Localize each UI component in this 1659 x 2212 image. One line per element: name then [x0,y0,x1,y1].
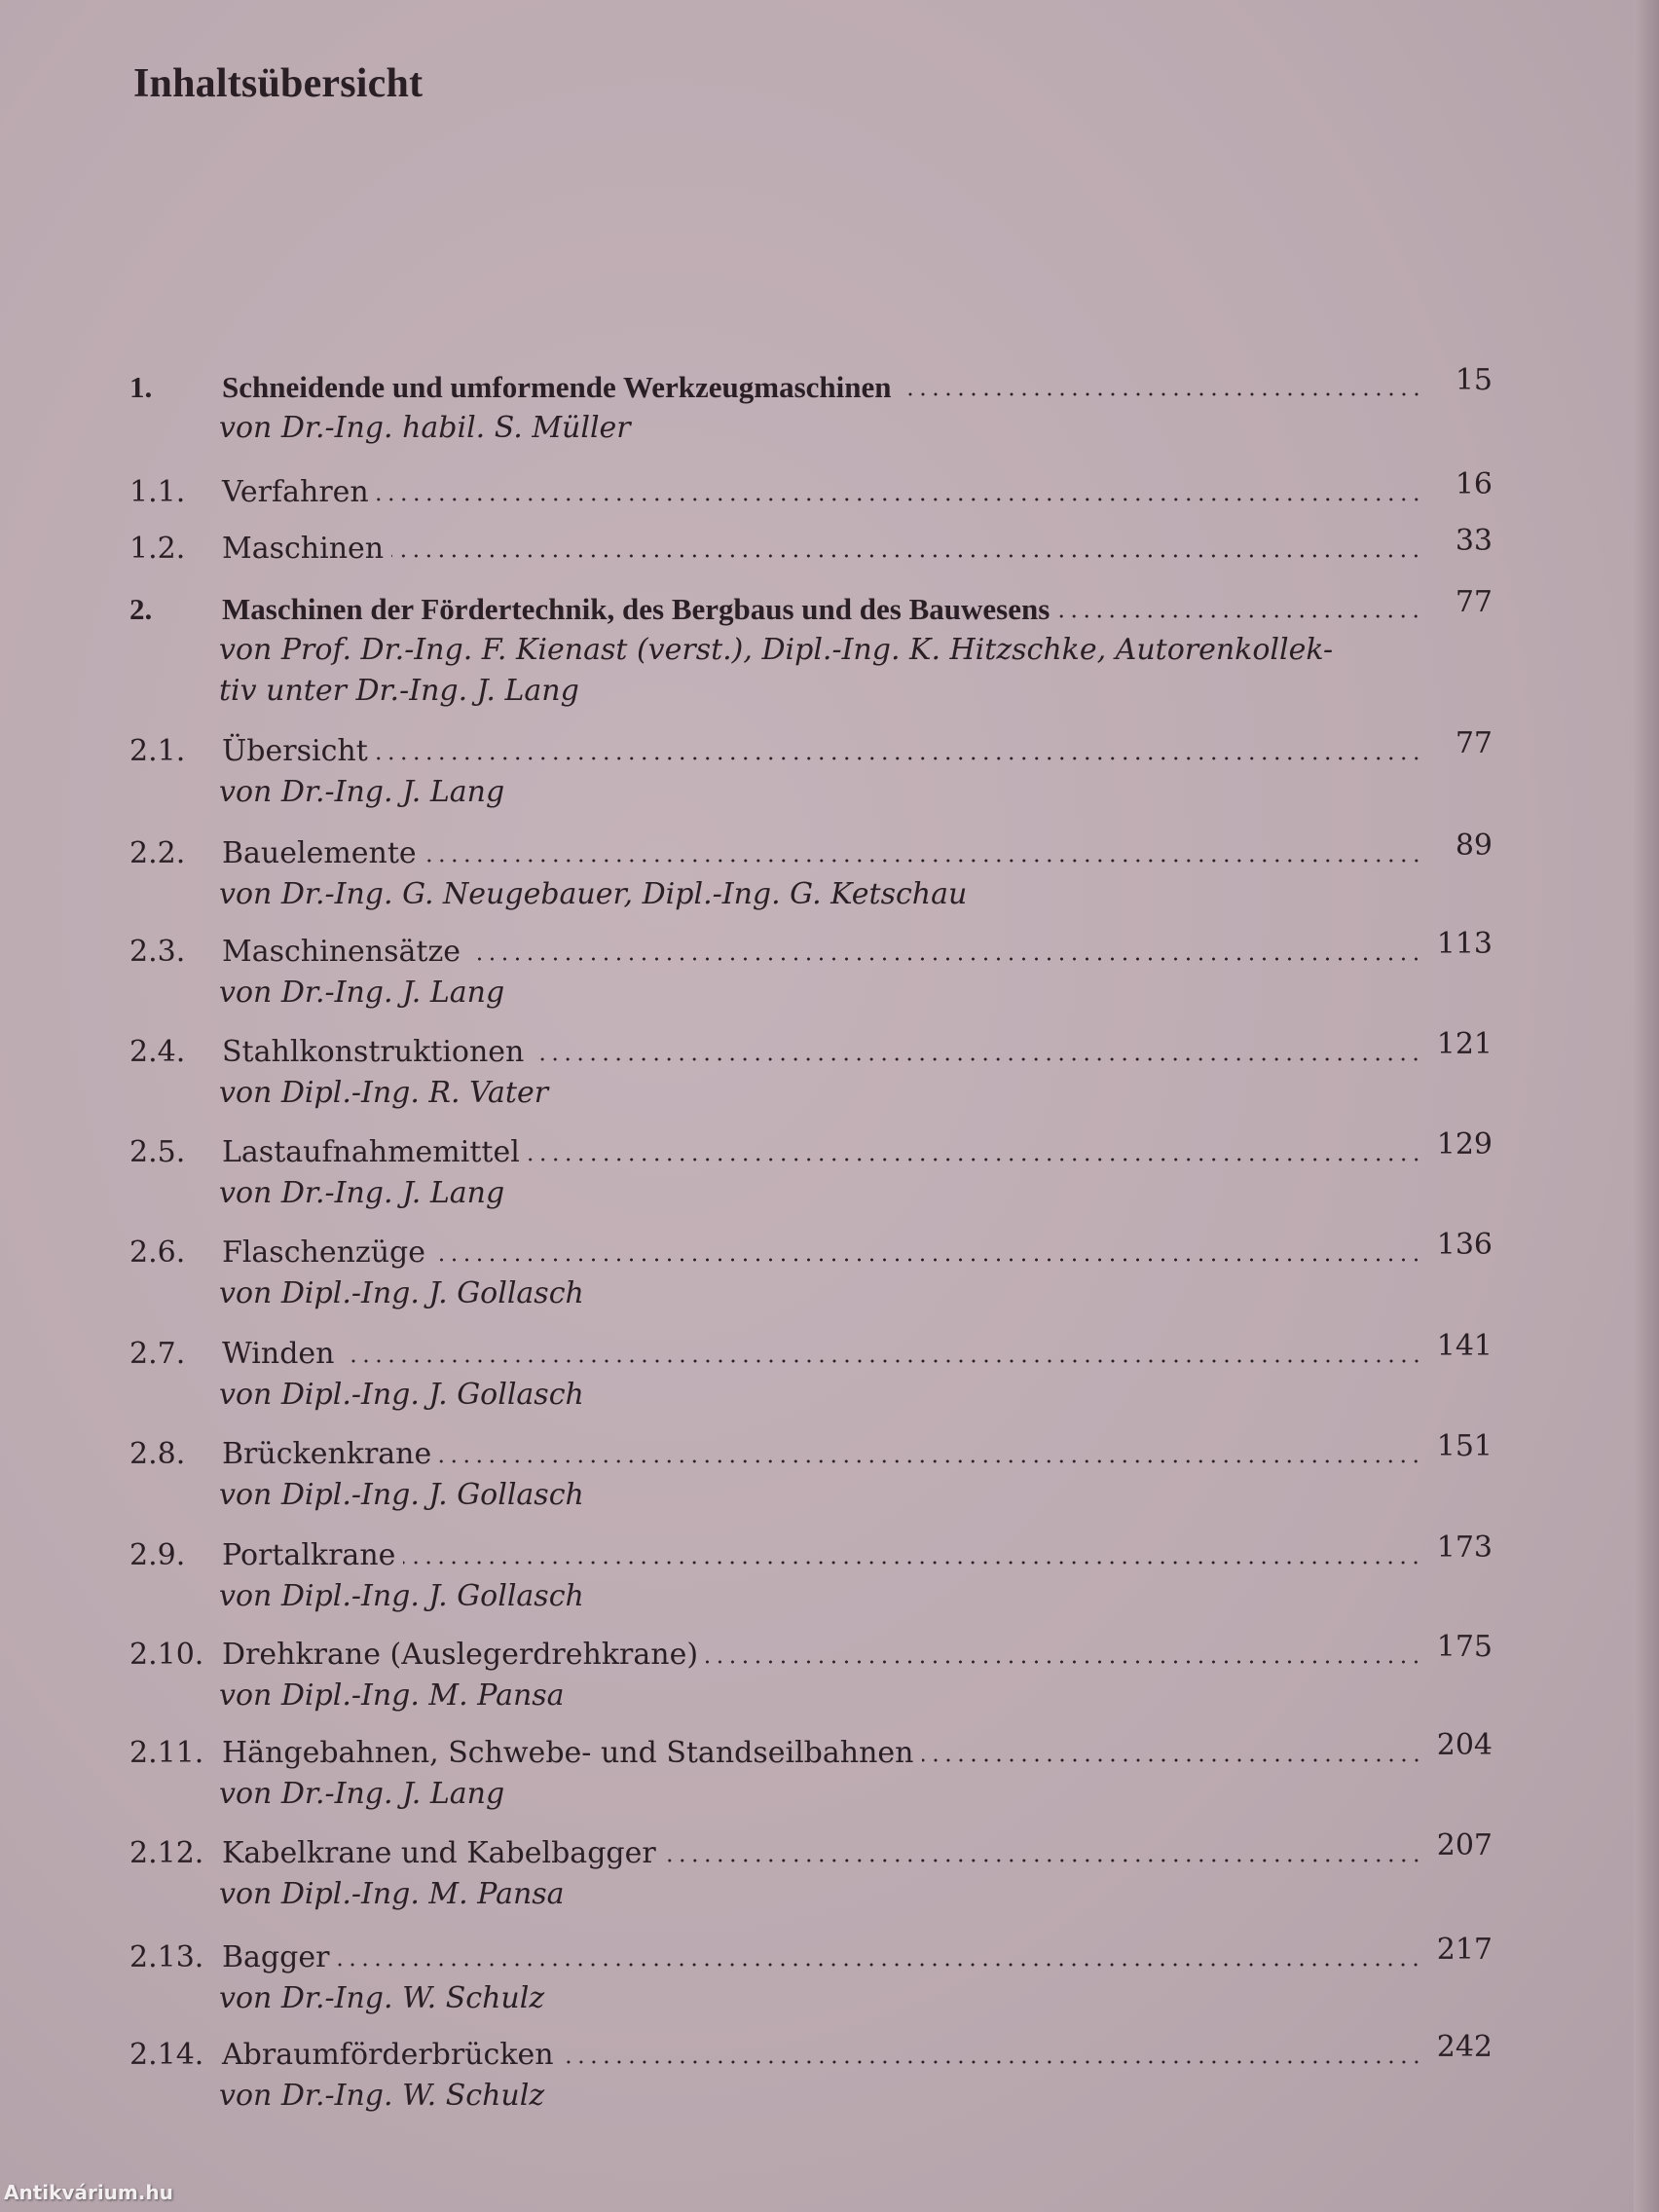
page-edge [1634,0,1659,2212]
section-title: Verfahren [222,475,369,509]
section-authors: von Dipl.-Ing. J. Gollasch [219,1579,584,1613]
dot-leader [532,1057,1422,1061]
toc-entry-line [129,1027,1493,1073]
page-title: Inhaltsübersicht [133,61,424,106]
section-title: Maschinen der Fördertechnik, des Bergbaus und des Bauwesens [222,592,1051,626]
toc-entry-line [129,1933,1493,1978]
page-number: 173 [1436,1530,1493,1565]
dot-leader [528,1158,1422,1161]
section-authors: von Prof. Dr.-Ing. F. Kienast (verst.), Dipl.-Ing. K. Hitzschke, Autorenkollek- [219,633,1334,667]
section-number: 1.2. [129,532,186,566]
toc-entry-line [129,1429,1493,1475]
section-number: 2.1. [129,734,186,768]
section-authors: von Dr.-Ing. J. Lang [219,775,505,809]
section-title: Flaschenzüge [222,1235,425,1270]
section-number: 2.9. [129,1538,186,1572]
page-number: 136 [1436,1228,1493,1262]
toc-entry-line [129,1630,1493,1676]
section-number: 2.11. [129,1736,204,1770]
dot-leader [424,859,1422,863]
section-authors: von Dr.-Ing. W. Schulz [219,2079,545,2113]
section-title: Übersicht [222,734,368,768]
page-number: 141 [1436,1329,1493,1363]
page-number: 242 [1436,2030,1493,2064]
dot-leader [337,1963,1422,1967]
section-title: Maschinensätze [222,935,461,969]
toc-entry [129,2030,1493,2117]
dot-leader [562,2060,1422,2064]
section-number: 2.6. [129,1235,186,1270]
section-authors: von Dipl.-Ing. J. Gollasch [219,1276,584,1310]
section-title: Drehkrane (Auslegerdrehkrane) [222,1638,699,1672]
section-authors: von Dr.-Ing. G. Neugebauer, Dipl.-Ing. G. Ketschau [219,877,968,911]
section-number: 2. [129,592,153,626]
page-number: 175 [1436,1630,1493,1664]
section-number: 2.4. [129,1035,186,1069]
dot-leader [922,1758,1423,1762]
page-number: 15 [1455,363,1493,397]
section-authors: von Dipl.-Ing. M. Pansa [219,1678,565,1713]
toc-entry-line [129,524,1493,570]
dot-leader [376,756,1422,760]
toc-entry [129,467,1493,513]
toc-entry [129,1228,1493,1314]
section-title: Brückenkrane [222,1437,432,1471]
toc-entry [129,927,1493,1014]
toc-entry-line [129,467,1493,513]
toc-entry [129,1828,1493,1915]
section-authors: von Dr.-Ing. W. Schulz [219,1981,545,2015]
dot-leader [391,554,1422,558]
section-title: Bauelemente [222,836,417,870]
page-number: 77 [1455,726,1493,760]
toc-entry-line [129,1329,1493,1375]
toc-entry [129,363,1493,449]
toc-entry [129,1933,1493,2019]
dot-leader [664,1859,1422,1862]
page-number: 207 [1436,1828,1493,1862]
toc-entry [129,1329,1493,1416]
page-number: 204 [1436,1728,1493,1762]
page-number: 217 [1436,1933,1493,1967]
dot-leader [403,1561,1422,1565]
page-number: 113 [1436,927,1493,961]
page-number: 33 [1455,524,1493,558]
section-title: Lastaufnahmemittel [222,1135,520,1169]
toc-entry [129,524,1493,570]
toc-entry-line [129,1530,1493,1576]
section-authors: von Dr.-Ing. J. Lang [219,1777,505,1811]
toc-entry-line [129,585,1493,630]
dot-leader [343,1359,1422,1363]
dot-leader [706,1660,1422,1664]
toc-entry-line [129,2030,1493,2076]
toc-entry-line [129,726,1493,772]
section-number: 2.12. [129,1836,204,1870]
section-title: Schneidende und umformende Werkzeugmaschinen [222,370,892,404]
toc-entry [129,1429,1493,1516]
toc-entry [129,585,1493,712]
toc-entry [129,1530,1493,1617]
toc-entry [129,1127,1493,1214]
section-authors: von Dipl.-Ing. J. Gollasch [219,1378,584,1412]
page-number: 121 [1436,1027,1493,1061]
toc-entry-line [129,829,1493,874]
section-authors: von Dipl.-Ing. M. Pansa [219,1877,565,1911]
toc-entry-line [129,1828,1493,1874]
section-authors: von Dr.-Ing. J. Lang [219,976,505,1010]
dot-leader [433,1258,1422,1262]
section-title: Portalkrane [222,1538,396,1572]
page-number: 151 [1436,1429,1493,1463]
section-number: 2.2. [129,836,186,870]
section-number: 2.13. [129,1940,204,1974]
section-authors: von Dipl.-Ing. R. Vater [219,1076,549,1110]
section-number: 2.7. [129,1337,186,1371]
section-authors: tiv unter Dr.-Ing. J. Lang [219,674,579,708]
section-title: Kabelkrane und Kabelbagger [222,1836,656,1870]
dot-leader [439,1459,1422,1463]
toc-entry [129,1630,1493,1716]
page-number: 77 [1455,585,1493,619]
section-number: 2.14. [129,2038,204,2072]
dot-leader [1057,614,1422,618]
dot-leader [900,392,1422,396]
toc-entry-line [129,1728,1493,1774]
section-number: 1.1. [129,475,186,509]
section-title: Winden [222,1337,335,1371]
toc-entry-line [129,1127,1493,1173]
watermark: Antikvárium.hu [4,2181,173,2204]
page-number: 129 [1436,1127,1493,1161]
toc-entry [129,829,1493,915]
toc-entry-line [129,927,1493,973]
section-number: 2.3. [129,935,186,969]
section-title: Bagger [222,1940,330,1974]
section-authors: von Dr.-Ing. J. Lang [219,1176,505,1210]
section-number: 2.10. [129,1638,204,1672]
toc-entry [129,1027,1493,1114]
section-title: Hängebahnen, Schwebe- und Standseilbahnen [222,1736,914,1770]
section-authors: von Dr.-Ing. habil. S. Müller [219,411,631,445]
section-authors: von Dipl.-Ing. J. Gollasch [219,1478,584,1512]
section-title: Abraumförderbrücken [222,2038,554,2072]
dot-leader [468,957,1422,961]
section-number: 1. [129,370,153,404]
section-number: 2.8. [129,1437,186,1471]
section-title: Stahlkonstruktionen [222,1035,525,1069]
toc-entry-line [129,1228,1493,1273]
section-number: 2.5. [129,1135,186,1169]
dot-leader [377,498,1422,501]
toc-entry-line [129,363,1493,408]
page-number: 89 [1455,829,1493,863]
toc-entry [129,1728,1493,1815]
section-title: Maschinen [222,532,385,566]
page-number: 16 [1455,467,1493,501]
toc-entry [129,726,1493,813]
